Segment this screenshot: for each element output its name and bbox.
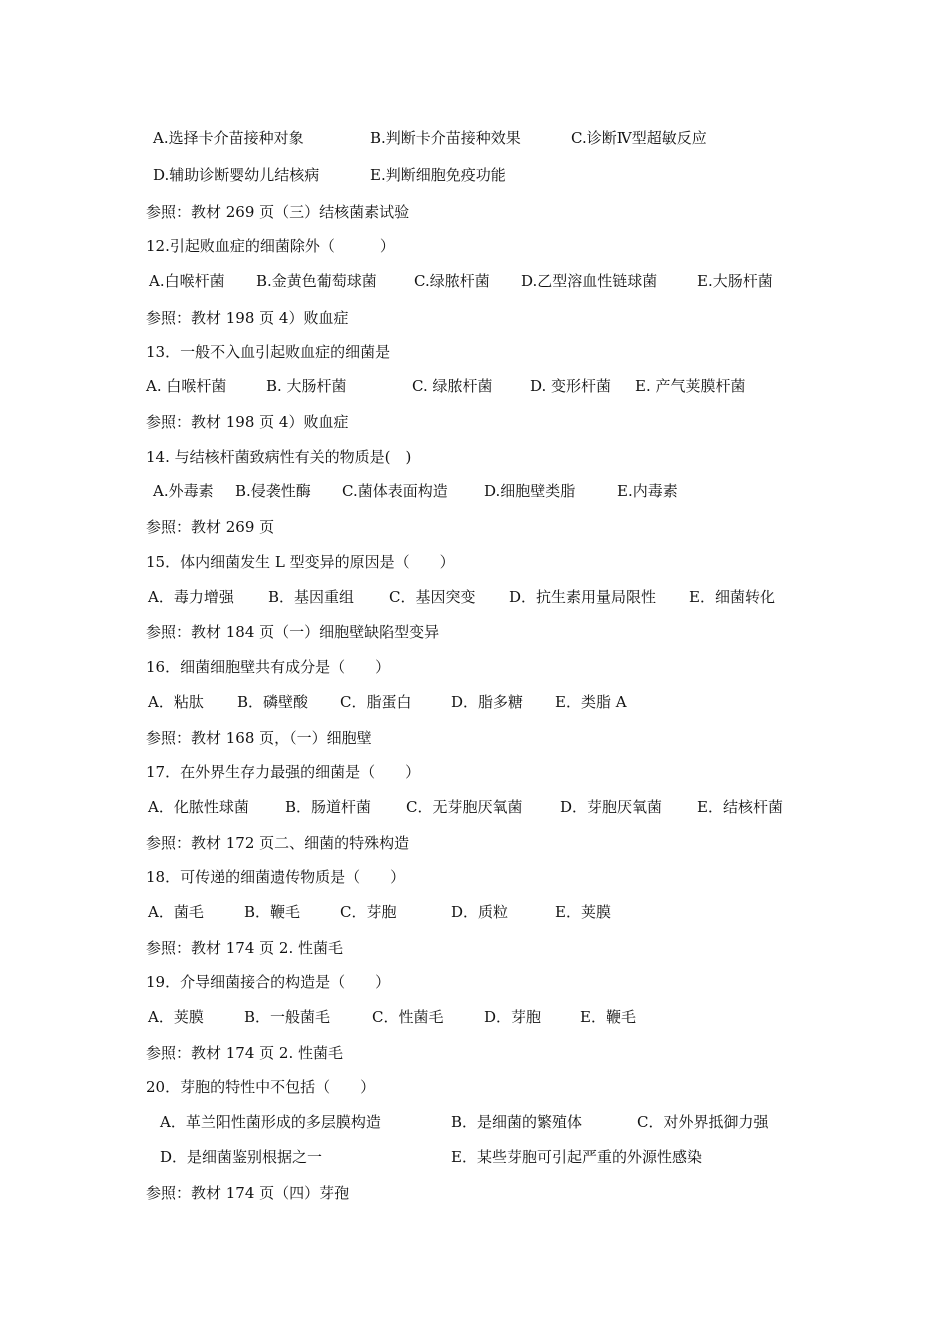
q15-option-a: A．毒力增强 [148,588,234,606]
q14-option-b: B.侵袭性酶 [235,482,311,500]
q11-option-b: B.判断卡介苗接种效果 [370,129,521,147]
q13-reference: 参照：教材 198 页 4）败血症 [146,413,349,431]
q11-reference: 参照：教材 269 页（三）结核菌素试验 [146,203,410,221]
q18-option-e: E．荚膜 [555,903,611,921]
q16-option-a: A．粘肽 [148,693,204,711]
q14-option-c: C.菌体表面构造 [342,482,448,500]
q19-question: 19．介导细菌接合的构造是（ ） [146,973,391,991]
q20-option-c: C．对外界抵御力强 [637,1113,769,1131]
q15-option-d: D．抗生素用量局限性 [509,588,657,606]
q13-option-b: B. 大肠杆菌 [266,377,347,395]
q13-option-d: D. 变形杆菌 [530,377,612,395]
q18-option-d: D．质粒 [451,903,509,921]
q14-option-a: A.外毒素 [153,482,214,500]
q20-reference: 参照：教材 174 页（四）芽孢 [146,1184,350,1202]
q14-question: 14. 与结核杆菌致病性有关的物质是( ) [146,448,412,466]
q12-option-b: B.金黄色葡萄球菌 [256,272,377,290]
q19-reference: 参照：教材 174 页 2. 性菌毛 [146,1044,344,1062]
q15-question: 15．体内细菌发生 L 型变异的原因是（ ） [146,553,455,571]
q17-option-a: A．化脓性球菌 [148,798,249,816]
q15-option-b: B．基因重组 [268,588,355,606]
q17-option-d: D．芽胞厌氧菌 [560,798,663,816]
q13-option-c: C. 绿脓杆菌 [412,377,493,395]
q11-option-e: E.判断细胞免疫功能 [370,166,506,184]
q12-reference: 参照：教材 198 页 4）败血症 [146,309,349,327]
q12-option-c: C.绿脓杆菌 [414,272,490,290]
q16-option-c: C．脂蛋白 [340,693,412,711]
q20-question: 20．芽胞的特性中不包括（ ） [146,1078,376,1096]
q19-option-e: E．鞭毛 [580,1008,636,1026]
q12-option-d: D.乙型溶血性链球菌 [521,272,658,290]
q18-option-a: A．菌毛 [148,903,204,921]
q16-option-b: B．磷壁酸 [237,693,309,711]
q19-option-d: D．芽胞 [484,1008,542,1026]
q13-option-e: E. 产气荚膜杆菌 [635,377,746,395]
q18-option-b: B．鞭毛 [244,903,301,921]
q11-option-d: D.辅助诊断婴幼儿结核病 [153,166,320,184]
q14-option-e: E.内毒素 [617,482,678,500]
q19-option-a: A．荚膜 [148,1008,204,1026]
q13-option-a: A. 白喉杆菌 [146,377,227,395]
q15-option-e: E．细菌转化 [689,588,775,606]
q11-option-c: C.诊断Ⅳ型超敏反应 [571,129,707,147]
q17-option-c: C．无芽胞厌氧菌 [406,798,523,816]
q18-option-c: C．芽胞 [340,903,397,921]
q14-option-d: D.细胞壁类脂 [484,482,576,500]
q11-option-a: A.选择卡介苗接种对象 [153,129,304,147]
q17-option-b: B．肠道杆菌 [285,798,372,816]
q12-option-e: E.大肠杆菌 [697,272,773,290]
q19-option-b: B．一般菌毛 [244,1008,331,1026]
q17-question: 17．在外界生存力最强的细菌是（ ） [146,763,421,781]
q14-reference: 参照：教材 269 页 [146,518,275,536]
q16-option-d: D．脂多糖 [451,693,524,711]
q20-option-b: B．是细菌的繁殖体 [451,1113,583,1131]
q16-option-e: E．类脂 A [555,693,627,711]
q15-reference: 参照：教材 184 页（一）细胞壁缺陷型变异 [146,623,440,641]
q18-reference: 参照：教材 174 页 2. 性菌毛 [146,939,344,957]
q17-reference: 参照：教材 172 页二、细菌的特殊构造 [146,834,410,852]
q20-option-d: D．是细菌鉴别根据之一 [160,1148,323,1166]
q12-question: 12.引起败血症的细菌除外（ ） [146,237,395,255]
q13-question: 13．一般不入血引起败血症的细菌是 [146,343,391,361]
q12-option-a: A.白喉杆菌 [149,272,225,290]
q16-question: 16．细菌细胞壁共有成分是（ ） [146,658,391,676]
q20-option-a: A．革兰阳性菌形成的多层膜构造 [160,1113,381,1131]
q18-question: 18．可传递的细菌遗传物质是（ ） [146,868,406,886]
q20-option-e: E．某些芽胞可引起严重的外源性感染 [451,1148,702,1166]
q16-reference: 参照：教材 168 页，（一）细胞壁 [146,729,372,747]
q17-option-e: E．结核杆菌 [697,798,783,816]
q15-option-c: C．基因突变 [389,588,476,606]
q19-option-c: C．性菌毛 [372,1008,444,1026]
